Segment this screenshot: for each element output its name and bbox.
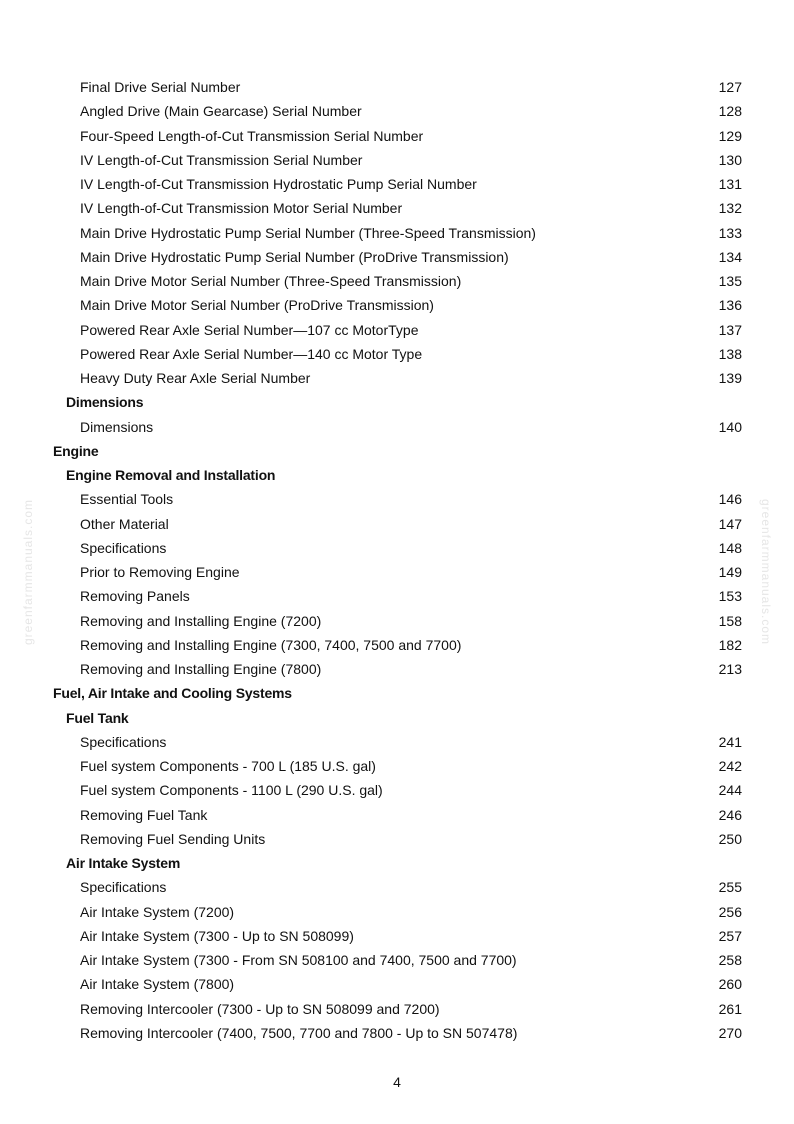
toc-entry-title: Four-Speed Length-of-Cut Transmission Serial Number bbox=[80, 127, 424, 144]
toc-entry-page-number: 182 bbox=[718, 636, 742, 653]
toc-entry-page-number: 132 bbox=[718, 200, 742, 217]
toc-entry-page-number: 213 bbox=[718, 661, 742, 677]
toc-section-heading bbox=[0, 681, 794, 705]
toc-entry[interactable] bbox=[0, 172, 794, 196]
toc-entry-title: Air Intake System (7300 - Up to SN 508099) bbox=[80, 927, 354, 944]
toc-entry-title: Fuel, Air Intake and Cooling Systems bbox=[53, 685, 292, 702]
toc-entry-page-number: 146 bbox=[718, 491, 742, 508]
toc-entry[interactable] bbox=[0, 196, 794, 220]
toc-entry-page-number: 131 bbox=[718, 176, 742, 192]
toc-entry-title: Essential Tools bbox=[80, 491, 174, 508]
toc-entry-page-number: 261 bbox=[718, 1000, 742, 1017]
toc-entry-page-number: 140 bbox=[718, 418, 742, 435]
toc-entry[interactable] bbox=[0, 778, 794, 802]
toc-entry-title: Removing and Installing Engine (7200) bbox=[80, 612, 322, 629]
toc-entry[interactable] bbox=[0, 342, 794, 366]
toc-entry[interactable] bbox=[0, 148, 794, 172]
toc-entry-page-number: 147 bbox=[718, 515, 742, 532]
toc-entry-page-number: 136 bbox=[718, 297, 742, 314]
toc-entry-title: Prior to Removing Engine bbox=[80, 564, 240, 580]
toc-entry-title: Specifications bbox=[80, 539, 167, 556]
toc-entry-page-number: 255 bbox=[718, 879, 742, 896]
toc-entry[interactable] bbox=[0, 512, 794, 536]
toc-entry[interactable] bbox=[0, 318, 794, 342]
toc-entry[interactable] bbox=[0, 948, 794, 972]
watermark-right: greenfarmmanuals.com bbox=[758, 498, 773, 646]
toc-entry[interactable] bbox=[0, 99, 794, 123]
toc-entry[interactable] bbox=[0, 754, 794, 778]
toc-entry-title: Dimensions bbox=[66, 394, 144, 411]
toc-entry-page-number: 130 bbox=[718, 151, 742, 168]
toc-entry-page-number: 133 bbox=[718, 224, 742, 241]
toc-entry[interactable] bbox=[0, 972, 794, 996]
toc-entry-title: Powered Rear Axle Serial Number—140 cc Motor Type bbox=[80, 345, 423, 362]
toc-entry[interactable] bbox=[0, 75, 794, 99]
toc-entry[interactable] bbox=[0, 415, 794, 439]
toc-entry[interactable] bbox=[0, 633, 794, 657]
toc-entry-title: Air Intake System (7800) bbox=[80, 976, 235, 993]
toc-entry-title: Main Drive Hydrostatic Pump Serial Number (ProDrive Transmission) bbox=[80, 248, 509, 265]
watermark-left: greenfarmmanuals.com bbox=[21, 498, 36, 646]
toc-entry[interactable] bbox=[0, 536, 794, 560]
toc-entry-page-number: 129 bbox=[718, 127, 742, 144]
toc-entry[interactable] bbox=[0, 803, 794, 827]
toc-entry[interactable] bbox=[0, 366, 794, 390]
toc-entry-title: Angled Drive (Main Gearcase) Serial Number bbox=[80, 103, 362, 120]
toc-entry-title: Engine bbox=[53, 442, 99, 459]
toc-entry[interactable] bbox=[0, 609, 794, 633]
toc-entry-title: Removing and Installing Engine (7800) bbox=[80, 661, 322, 677]
toc-entry[interactable] bbox=[0, 293, 794, 317]
toc-entry-page-number: 242 bbox=[718, 758, 742, 774]
toc-entry-title: Fuel system Components - 1100 L (290 U.S. gal) bbox=[80, 782, 383, 799]
toc-entry-title: Specifications bbox=[80, 733, 167, 750]
toc-entry[interactable] bbox=[0, 221, 794, 245]
toc-entry[interactable] bbox=[0, 924, 794, 948]
toc-entry[interactable] bbox=[0, 730, 794, 754]
toc-entry-page-number: 137 bbox=[718, 321, 742, 338]
toc-entry[interactable] bbox=[0, 245, 794, 269]
toc-entry-title: Removing Panels bbox=[80, 588, 190, 605]
toc-entry-title: Fuel system Components - 700 L (185 U.S. gal) bbox=[80, 758, 376, 774]
toc-section-heading bbox=[0, 439, 794, 463]
toc-entry-title: Dimensions bbox=[80, 418, 154, 435]
toc-entry-title: Main Drive Motor Serial Number (ProDrive Transmission) bbox=[80, 297, 434, 314]
toc-entry-title: Heavy Duty Rear Axle Serial Number bbox=[80, 370, 311, 386]
toc-entry[interactable] bbox=[0, 560, 794, 584]
toc-entry-page-number: 270 bbox=[718, 1024, 742, 1041]
toc-subsection-heading bbox=[0, 851, 794, 875]
toc-entry-title: Removing Fuel Tank bbox=[80, 806, 208, 823]
toc-entry[interactable] bbox=[0, 584, 794, 608]
toc-entry-page-number: 246 bbox=[718, 806, 742, 823]
toc-entry-page-number: 134 bbox=[718, 248, 742, 265]
toc-entry-title: Specifications bbox=[80, 879, 167, 896]
toc-entry-title: Powered Rear Axle Serial Number—107 cc MotorType bbox=[80, 321, 419, 338]
toc-entry-title: Removing and Installing Engine (7300, 7400, 7500 and 7700) bbox=[80, 636, 462, 653]
toc-entry-title: Main Drive Hydrostatic Pump Serial Number (Three-Speed Transmission) bbox=[80, 224, 536, 241]
toc-entry-page-number: 135 bbox=[718, 273, 742, 289]
toc-subsection-heading bbox=[0, 706, 794, 730]
toc-entry[interactable] bbox=[0, 997, 794, 1021]
toc-entry[interactable] bbox=[0, 269, 794, 293]
toc-entry-title: Removing Intercooler (7400, 7500, 7700 and 7800 - Up to SN 507478) bbox=[80, 1024, 518, 1041]
toc-entry-page-number: 149 bbox=[718, 564, 742, 580]
toc-entry-title: Air Intake System bbox=[66, 855, 181, 871]
toc-entry-page-number: 244 bbox=[718, 782, 742, 799]
toc-entry-title: Final Drive Serial Number bbox=[80, 79, 241, 95]
toc-entry-page-number: 128 bbox=[718, 103, 742, 120]
toc-entry-page-number: 148 bbox=[718, 539, 742, 556]
toc-entry-page-number: 158 bbox=[718, 612, 742, 629]
toc-entry-title: Air Intake System (7300 - From SN 508100 and 7400, 7500 and 7700) bbox=[80, 952, 517, 968]
toc-entry[interactable] bbox=[0, 487, 794, 511]
toc-entry-title: IV Length-of-Cut Transmission Hydrostatic Pump Serial Number bbox=[80, 176, 477, 192]
toc-entry-page-number: 260 bbox=[718, 976, 742, 993]
toc-entry[interactable] bbox=[0, 875, 794, 899]
toc-entry-page-number: 127 bbox=[718, 79, 742, 95]
table-of-contents bbox=[0, 75, 794, 1045]
toc-entry-page-number: 153 bbox=[718, 588, 742, 605]
toc-entry[interactable] bbox=[0, 900, 794, 924]
toc-entry-title: Fuel Tank bbox=[66, 709, 129, 726]
toc-entry[interactable] bbox=[0, 827, 794, 851]
toc-entry-title: Removing Fuel Sending Units bbox=[80, 830, 266, 847]
page-number: 4 bbox=[393, 1074, 401, 1090]
toc-subsection-heading bbox=[0, 463, 794, 487]
toc-entry-page-number: 256 bbox=[718, 903, 742, 920]
toc-entry-page-number: 139 bbox=[718, 370, 742, 386]
toc-entry-title: IV Length-of-Cut Transmission Serial Number bbox=[80, 151, 363, 168]
toc-entry-page-number: 138 bbox=[718, 345, 742, 362]
toc-entry[interactable] bbox=[0, 124, 794, 148]
toc-entry-title: Air Intake System (7200) bbox=[80, 903, 235, 920]
toc-entry-page-number: 241 bbox=[718, 733, 742, 750]
toc-entry-page-number: 258 bbox=[718, 952, 742, 968]
toc-entry-title: Other Material bbox=[80, 515, 169, 532]
toc-entry-title: IV Length-of-Cut Transmission Motor Serial Number bbox=[80, 200, 403, 217]
toc-entry-page-number: 250 bbox=[718, 830, 742, 847]
toc-entry-title: Main Drive Motor Serial Number (Three-Speed Transmission) bbox=[80, 273, 462, 289]
toc-entry-page-number: 257 bbox=[718, 927, 742, 944]
toc-entry-title: Engine Removal and Installation bbox=[66, 467, 276, 483]
toc-entry[interactable] bbox=[0, 657, 794, 681]
toc-entry[interactable] bbox=[0, 1021, 794, 1045]
toc-entry-title: Removing Intercooler (7300 - Up to SN 508099 and 7200) bbox=[80, 1000, 440, 1017]
toc-subsection-heading bbox=[0, 390, 794, 414]
